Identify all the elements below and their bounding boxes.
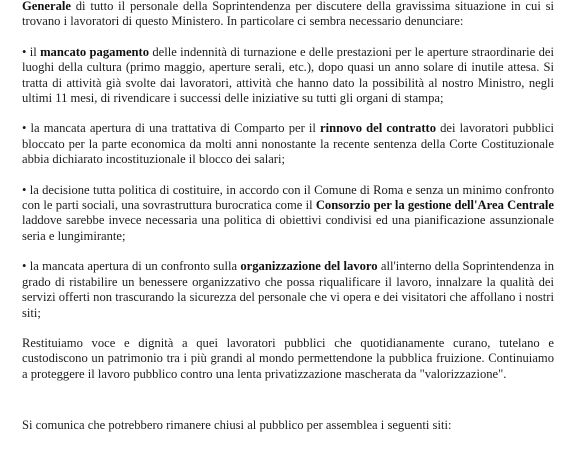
point-bold: mancato pagamento [40,44,150,59]
point-text: laddove sarebbe invece necessaria una politica di obiettivi condivisi ed una pianificazione assunzionale seria e lungimirante; [22,213,554,243]
document-page [22,0,554,434]
point-bold: Consorzio per la gestione dell'Area Centrale [315,198,554,213]
point-text: all'interno della Soprintendenza in grado di ristabilire un benessere organizzativo che possa riqualificare il lavoro, innalzare la qualità dei servizi offerti non trascurando la sicurezza del personale che vi opera e dei visitatori che affollano i nostri siti; [22,259,554,320]
point-contract-renewal [22,121,554,167]
point-text: delle indennità di turnazione e delle prestazioni per le aperture straordinarie dei luoghi della cultura (primo maggio, aperture serali, etc.), dopo quasi un anno solare di inutile attesa. Si tratta di attività già svolte dai lavoratori, attività che hanno dato la possibilità al nostro Ministro, negli ultimi 11 mesi, di rivendicare i successi delle iniziative su tutti gli organi di stampa; [22,44,554,106]
point-consortium [22,183,554,245]
point-bold: rinnovo del contratto [320,121,437,136]
closing-paragraph: Restituiamo voce e dignità a quei lavoratori pubblici che quotidianamente curano, tutelano e custodiscono un patrimonio tra i più grandi al mondo permettendone la pubblica fruizione. Continuiamo a proteggere il lavoro pubblico contro una lenta privatizzazione mascherata da "valorizzazione". [22,335,554,381]
point-prefix: • la mancata apertura di un confronto sulla [22,259,241,274]
point-work-organization [22,259,554,321]
intro-lead-bold: Generale [22,0,71,13]
footer-line: Si comunica che potrebbero rimanere chiusi al pubblico per assemblea i seguenti siti: [22,418,452,433]
point-prefix: • la decisione tutta politica di costituire, in accordo con il Comune di Roma e senza un minimo confronto con le parti sociali, una sovrastruttura burocratica come il [22,182,554,213]
intro-text: di tutto il personale della Soprintendenza per discutere della gravissima situazione in cui si trovano i lavoratori di questo Ministero. In particolare ci sembra necessario denunciare: [22,0,554,29]
point-prefix: • la mancata apertura di una trattativa di Comparto per il [22,121,321,136]
point-text: dei lavoratori pubblici bloccato per la parte economica da molti anni nonostante la recente sentenza della Corte Costituzionale abbia dichiarato incostituzionale il blocco dei salari; [22,121,554,167]
intro-paragraph [22,0,554,30]
point-unpaid-allowances [22,45,554,107]
point-bold: organizzazione del lavoro [240,259,378,274]
point-prefix: • il [22,44,41,59]
